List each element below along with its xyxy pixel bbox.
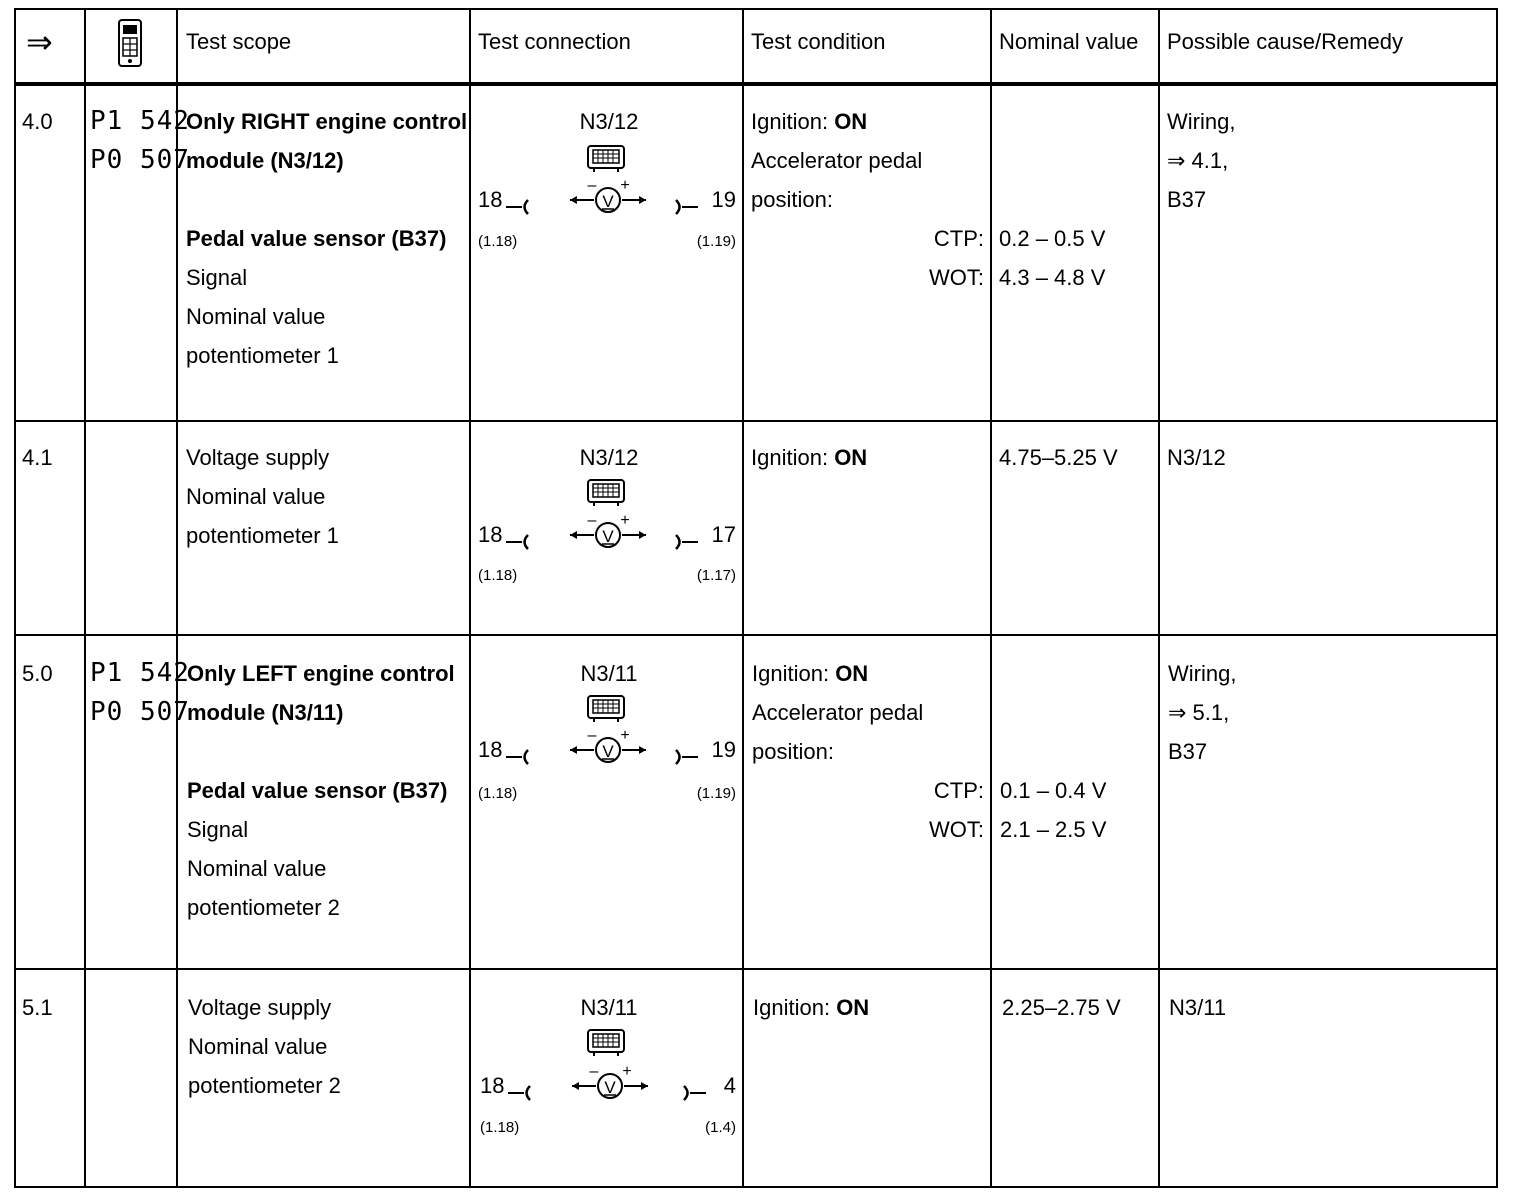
col-divider: [469, 10, 471, 1186]
left-pin: 18: [478, 187, 503, 212]
cause-line: ⇒ 4.1,: [1167, 148, 1229, 173]
condition-line: position:: [751, 187, 833, 212]
condition-line: position:: [752, 739, 834, 764]
voltmeter-icon: [568, 513, 648, 565]
condition-ignition: Ignition: ON: [751, 109, 868, 134]
scope-title: module (N3/12): [186, 148, 344, 173]
scope-line: Voltage supply: [188, 995, 332, 1020]
voltmeter-icon: [568, 728, 648, 780]
cause-line: N3/12: [1167, 445, 1226, 470]
nominal-value: 2.25–2.75 V: [1002, 995, 1121, 1020]
header-test-connection: Test connection: [478, 29, 631, 54]
scope-title: Only LEFT engine control: [187, 661, 455, 686]
scope-component: Pedal value sensor (B37): [186, 226, 447, 251]
header-arrow: ⇒: [26, 24, 53, 60]
header-nominal-value: Nominal value: [999, 29, 1139, 54]
scope-line: potentiometer 1: [186, 523, 339, 548]
fault-code: P0 507: [90, 697, 190, 727]
condition-line: Accelerator pedal: [752, 700, 924, 725]
scope-line: Signal: [186, 265, 248, 290]
scope-line: potentiometer 2: [187, 895, 340, 920]
nominal-value: 2.1 – 2.5 V: [1000, 817, 1107, 842]
right-pin-ref: (1.19): [696, 785, 736, 802]
nominal-value: 4.3 – 4.8 V: [999, 265, 1106, 290]
right-pin: 19: [711, 737, 736, 762]
cause-line: B37: [1168, 739, 1208, 764]
svg-text:–: –: [589, 1064, 599, 1080]
condition-ignition: Ignition: ON: [753, 995, 870, 1020]
condition-wot: WOT:: [929, 817, 984, 842]
left-pin-ref: (1.18): [478, 785, 518, 802]
scope-title: Only RIGHT engine control: [186, 109, 468, 134]
step-number: 5.1: [22, 995, 53, 1020]
nominal-value: 0.1 – 0.4 V: [1000, 778, 1107, 803]
step-number: 4.0: [22, 109, 53, 134]
svg-text:–: –: [587, 513, 597, 529]
col-divider: [990, 10, 992, 1186]
fault-code: P1 542: [90, 106, 190, 136]
test-table: [14, 8, 1498, 1188]
svg-text:V: V: [602, 192, 614, 211]
module-label: N3/11: [580, 995, 638, 1020]
svg-text:+: +: [620, 178, 630, 194]
left-pin-ref: (1.18): [480, 1119, 520, 1136]
cause-line: Wiring,: [1167, 109, 1236, 134]
cause-line: N3/11: [1169, 995, 1227, 1020]
col-divider: [84, 10, 86, 1186]
module-label: N3/11: [580, 661, 638, 686]
right-pin: 4: [723, 1073, 736, 1098]
tester-icon: [116, 18, 144, 82]
left-pin: 18: [480, 1073, 505, 1098]
header-test-condition: Test condition: [751, 29, 886, 54]
scope-line: potentiometer 1: [186, 343, 339, 368]
fault-code: P0 507: [90, 145, 190, 175]
right-pin-ref: (1.4): [705, 1119, 736, 1136]
scope-line: Signal: [187, 817, 249, 842]
condition-ctp: CTP:: [933, 778, 984, 803]
svg-text:–: –: [587, 178, 597, 194]
right-pin: 19: [711, 187, 736, 212]
left-pin: 18: [478, 737, 503, 762]
right-pin: 17: [711, 522, 736, 547]
left-pin-ref: (1.18): [478, 233, 518, 250]
module-label: N3/12: [579, 445, 639, 470]
fault-code: P1 542: [90, 658, 190, 688]
scope-title: module (N3/11): [187, 700, 344, 725]
nominal-value: 0.2 – 0.5 V: [999, 226, 1106, 251]
svg-text:V: V: [602, 742, 614, 761]
svg-text:V: V: [604, 1078, 616, 1097]
row-divider: [16, 634, 1496, 636]
scope-component: Pedal value sensor (B37): [187, 778, 448, 803]
scope-line: Nominal value: [186, 304, 326, 329]
scope-line: Voltage supply: [186, 445, 330, 470]
condition-wot: WOT:: [929, 265, 984, 290]
row-divider: [16, 968, 1496, 970]
cause-line: ⇒ 5.1,: [1168, 700, 1230, 725]
condition-ignition: Ignition: ON: [751, 445, 868, 470]
svg-text:–: –: [587, 728, 597, 744]
scope-line: Nominal value: [188, 1034, 328, 1059]
header-possible-cause: Possible cause/Remedy: [1167, 29, 1404, 54]
header-test-scope: Test scope: [186, 29, 292, 54]
condition-ctp: CTP:: [933, 226, 984, 251]
left-pin: 18: [478, 522, 503, 547]
scope-line: potentiometer 2: [188, 1073, 341, 1098]
scope-line: Nominal value: [187, 856, 327, 881]
module-label: N3/12: [579, 109, 639, 134]
cause-line: Wiring,: [1168, 661, 1237, 686]
svg-text:+: +: [620, 728, 630, 744]
svg-text:V: V: [602, 527, 614, 546]
col-divider: [176, 10, 178, 1186]
step-number: 5.0: [22, 661, 53, 686]
voltmeter-icon: [568, 178, 648, 230]
cause-line: B37: [1167, 187, 1207, 212]
right-pin-ref: (1.17): [696, 567, 736, 584]
row-divider: [16, 420, 1496, 422]
condition-line: Accelerator pedal: [751, 148, 923, 173]
nominal-value: 4.75–5.25 V: [999, 445, 1118, 470]
header-divider: [16, 82, 1496, 86]
step-number: 4.1: [22, 445, 53, 470]
col-divider: [1158, 10, 1160, 1186]
svg-text:+: +: [620, 513, 630, 529]
condition-ignition: Ignition: ON: [752, 661, 869, 686]
voltmeter-icon: [570, 1064, 650, 1116]
svg-text:+: +: [622, 1064, 632, 1080]
left-pin-ref: (1.18): [478, 567, 518, 584]
col-divider: [742, 10, 744, 1186]
right-pin-ref: (1.19): [696, 233, 736, 250]
scope-line: Nominal value: [186, 484, 326, 509]
